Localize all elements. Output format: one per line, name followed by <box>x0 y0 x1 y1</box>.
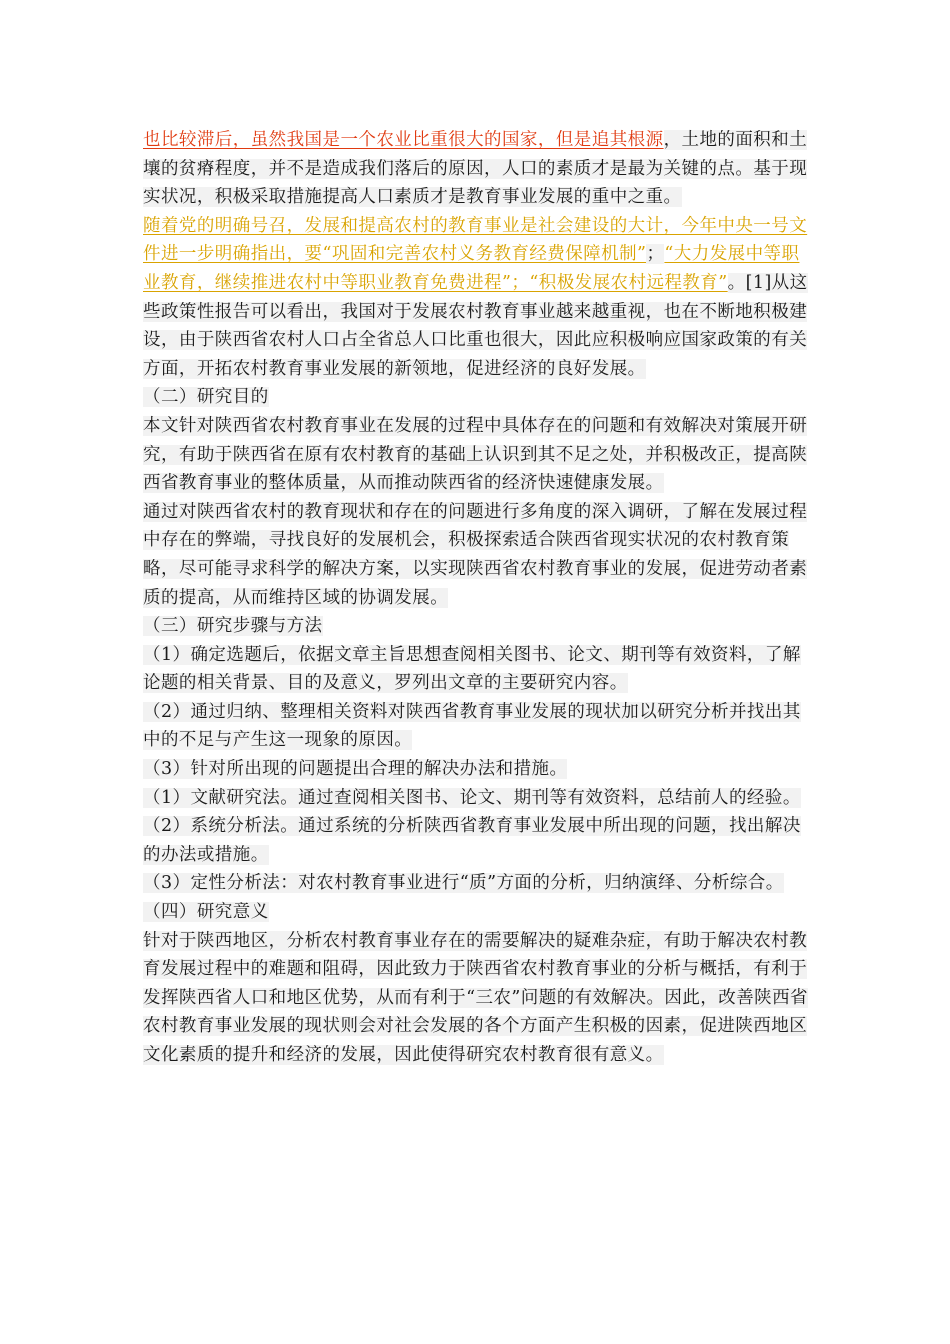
policy-separator: ； <box>646 244 665 265</box>
yellow-underlined-link-2[interactable]: “大力发展中等职业教育，继续推进农村中等职业教育免费进程”；“积极发展农村远程教育” <box>143 244 800 293</box>
method-item: （2）系统分析法。通过系统的分析陕西省教育事业发展中所出现的问题，找出解决的办法或措施。 <box>143 816 801 865</box>
red-underlined-link[interactable]: 也比较滞后，虽然我国是一个农业比重很大的国家，但是追其根源 <box>143 130 664 150</box>
purpose-paragraph-1: 本文针对陕西省农村教育事业在发展的过程中具体存在的问题和有效解决对策展开研究，有助于陕西省在原有农村教育的基础上认识到其不足之处，并积极改正，提高陕西省教育事业的整体质量，从而推动陕西省的经济快速健康发展。 <box>143 415 808 494</box>
step-item: （1）确定选题后，依据文章主旨思想查阅相关图书、论文、期刊等有效资料，了解论题的相关背景、目的及意义，罗列出文章的主要研究内容。 <box>143 644 801 694</box>
purpose-paragraph-2: 通过对陕西省农村的教育现状和存在的问题进行多角度的深入调研，了解在发展过程中存在的弊端，寻找良好的发展机会，积极探索适合陕西省现实状况的农村教育策略，尽可能寻求科学的解决方案，以实现陕西省农村教育事业的发展，促进劳动者素质的提高，从而维持区域的协调发展。 <box>143 501 808 608</box>
method-item: （1）文献研究法。通过查阅相关图书、论文、期刊等有效资料，总结前人的经验。 <box>143 787 801 808</box>
section-heading-significance: （四）研究意义 <box>143 902 269 923</box>
policy-paragraph <box>143 212 813 384</box>
section-heading-purpose: （二）研究目的 <box>143 387 269 408</box>
step-item: （3）针对所出现的问题提出合理的解决办法和措施。 <box>143 759 568 780</box>
yellow-underlined-link-1[interactable]: 随着党的明确号召，发展和提高农村的教育事业是社会建设的大计，今年中央一号文件进一步明确指出，要“巩固和完善农村义务教育经费保障机制” <box>143 215 808 265</box>
policy-text: 。[1]从这些政策性报告可以看出，我国对于发展农村教育事业越来越重视，也在不断地积极建设，由于陕西省农村人口占全省总人口比重也很大，因此应积极响应国家政策的有关方面，开拓农村教育事业发展的新领地，促进经济的良好发展。 <box>143 272 808 379</box>
document-page <box>143 126 813 1070</box>
step-item: （2）通过归纳、整理相关资料对陕西省教育事业发展的现状加以研究分析并找出其中的不足与产生这一现象的原因。 <box>143 701 801 751</box>
intro-text: ，土地的面积和土壤的贫瘠程度，并不是造成我们落后的原因，人口的素质才是最为关键的点。基于现实状况，积极采取措施提高人口素质才是教育事业发展的重中之重。 <box>143 130 808 208</box>
method-item: （3）定性分析法：对农村教育事业进行“质”方面的分析，归纳演绎、分析综合。 <box>143 873 784 894</box>
significance-paragraph: 针对于陕西地区，分析农村教育事业存在的需要解决的疑难杂症，有助于解决农村教育发展过程中的难题和阻碍，因此致力于陕西省农村教育事业的分析与概括，有利于发挥陕西省人口和地区优势，从而有利于“三农”问题的有效解决。因此，改善陕西省农村教育事业发展的现状则会对社会发展的各个方面产生积极的因素，促进陕西地区文化素质的提升和经济的发展，因此使得研究农村教育很有意义。 <box>143 930 808 1065</box>
section-heading-steps: （三）研究步骤与方法 <box>143 616 323 637</box>
intro-paragraph <box>143 126 813 212</box>
